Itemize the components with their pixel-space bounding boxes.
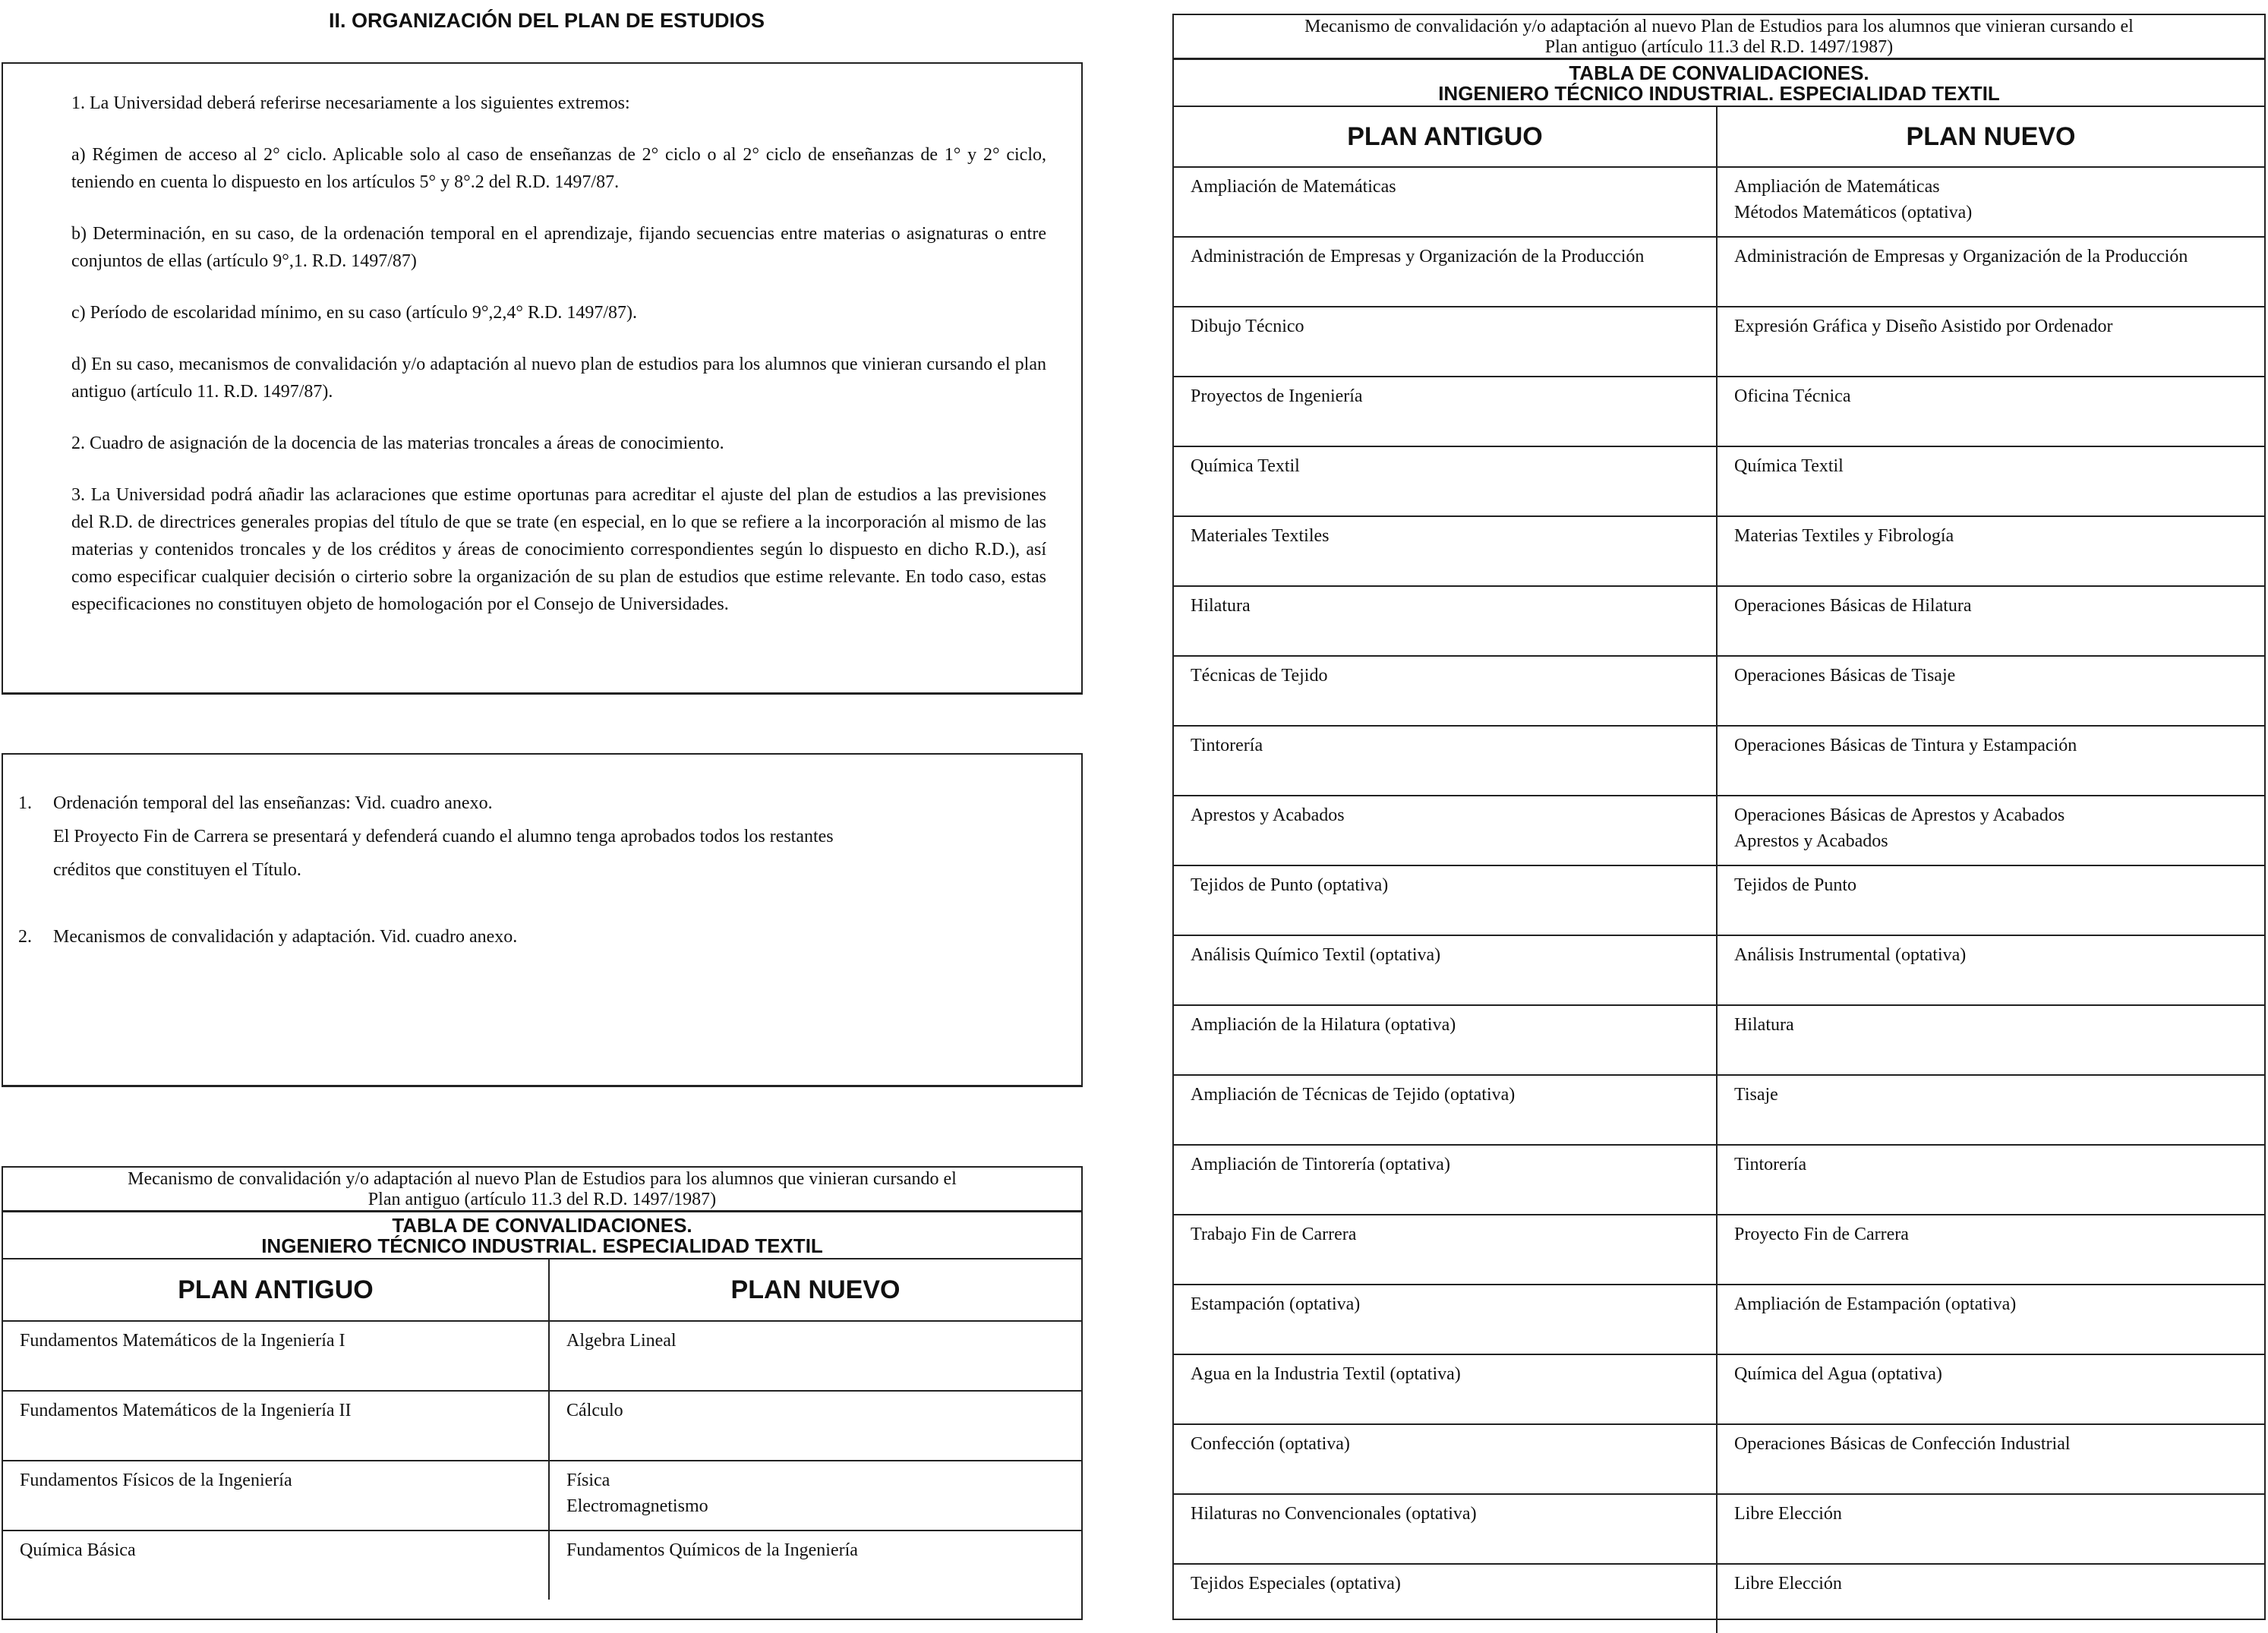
table-row [1174, 1355, 2264, 1425]
cell-old: Química Básica [3, 1531, 550, 1600]
item-text: créditos que constituyen el Título. [53, 860, 301, 880]
cell-new: Ampliación de Matemáticas Métodos Matemáticos (optativa) [1734, 177, 1973, 222]
cell-new: Ampliación de Estampación (optativa) [1734, 1294, 2017, 1314]
table-title: TABLA DE CONVALIDACIONES. INGENIERO TÉCNICO INDUSTRIAL. ESPECIALIDAD TEXTIL [3, 1212, 1081, 1259]
table-row [1174, 1006, 2264, 1076]
table-row [1174, 936, 2264, 1006]
cell-old: Aprestos y Acabados [1174, 796, 1718, 865]
cell-old: Confección (optativa) [1174, 1425, 1718, 1493]
requirements-paragraph: a) Régimen de acceso al 2° ciclo. Aplicable solo al caso de enseñanzas de 2° ciclo o al 2° ciclo de enseñanzas de 1° y 2° ciclo, teniendo en cuenta lo dispuesto en los artículos 5° y 8°.2 del R.D. 1497/87. [71, 145, 1046, 192]
cell-old: Análisis Químico Textil (optativa) [1174, 936, 1718, 1004]
table-title: TABLA DE CONVALIDACIONES. INGENIERO TÉCNICO INDUSTRIAL. ESPECIALIDAD TEXTIL [1174, 60, 2264, 107]
cell-new: Tisaje [1734, 1085, 1778, 1105]
cell-old: Agua en la Industria Textil (optativa) [1174, 1355, 1718, 1423]
table-row [1174, 866, 2264, 936]
column-header-new: PLAN NUEVO [730, 1275, 901, 1304]
cell-new: Química del Agua (optativa) [1734, 1364, 1942, 1384]
cell-old: Hilaturas no Convencionales (optativa) [1174, 1495, 1718, 1563]
requirements-paragraph: b) Determinación, en su caso, de la ordenación temporal en el aprendizaje, fijando secuencias entre materias o asignaturas o entre conjuntos de ellas (artículo 9°,1. R.D. 1497/87) [71, 224, 1046, 271]
cell-new: Libre Elección [1734, 1574, 1842, 1594]
cell-old: Química Textil [1174, 447, 1718, 515]
cell-new: Operaciones Básicas de Hilatura [1734, 596, 1972, 616]
cell-old: Ampliación de Matemáticas [1174, 168, 1718, 236]
table-row [1174, 587, 2264, 657]
cell-old: Ampliación de Técnicas de Tejido (optativa) [1174, 1076, 1718, 1144]
item-text: El Proyecto Fin de Carrera se presentará y defenderá cuando el alumno tenga aprobados todos los restantes [53, 827, 834, 846]
requirements-box [2, 62, 1083, 695]
cell-new: Proyecto Fin de Carrera [1734, 1225, 1909, 1244]
column-header-new: PLAN NUEVO [1906, 122, 2076, 151]
list-item [18, 787, 1058, 887]
table-row [3, 1461, 1081, 1531]
cell-new: Tintorería [1734, 1155, 1807, 1174]
table-row [1174, 517, 2264, 587]
cell-old: Estampación (optativa) [1174, 1285, 1718, 1354]
cell-new: Expresión Gráfica y Diseño Asistido por Ordenador [1734, 317, 2113, 336]
table-header [3, 1259, 1081, 1322]
cell-old: Fundamentos Físicos de la Ingeniería [3, 1461, 550, 1530]
cell-old: Tintorería [1174, 727, 1718, 795]
convalidation-table-1 [2, 1166, 1083, 1620]
requirements-paragraph: 3. La Universidad podrá añadir las aclaraciones que estime oportunas para acreditar el ajuste del plan de estudios a las previsiones del R.D. de directrices generales propias del título de que se trate (en especial, en lo que se refiere a la incorporación al mismo de las materias y contenidos troncales y de los créditos y áreas de conocimiento correspondientes según lo dispuesto en dicho R.D.), así como especificar cualquier decisión o cirterio sobre la organización de su plan de estudios que estime relevante. En todo caso, estas especificaciones no constituyen objeto de homologación por el Consejo de Universidades. [71, 485, 1046, 614]
cell-new: Operaciones Básicas de Tisaje [1734, 666, 1956, 686]
cell-old: Proyectos de Ingeniería [1174, 377, 1718, 446]
table-row [3, 1392, 1081, 1461]
cell-new: Fundamentos Químicos de la Ingeniería [566, 1540, 858, 1560]
requirements-paragraph: 1. La Universidad deberá referirse necesariamente a los siguientes extremos: [71, 93, 630, 113]
organization-box [2, 753, 1083, 1087]
cell-old: Tejidos Especiales (optativa) [1174, 1565, 1718, 1633]
requirements-paragraph: c) Período de escolaridad mínimo, en su caso (artículo 9°,2,4° R.D. 1497/87). [71, 303, 638, 323]
table-row [1174, 1215, 2264, 1285]
table-row [3, 1322, 1081, 1392]
convalidation-table-2 [1172, 14, 2266, 1620]
cell-old: Dibujo Técnico [1174, 307, 1718, 376]
table-row [1174, 377, 2264, 447]
cell-new: Física Electromagnetismo [566, 1471, 708, 1516]
table-caption: Mecanismo de convalidación y/o adaptación al nuevo Plan de Estudios para los alumnos que vinieran cursando el Plan antiguo (artículo 11.3 del R.D. 1497/1987) [3, 1168, 1081, 1212]
cell-old: Fundamentos Matemáticos de la Ingeniería I [3, 1322, 550, 1390]
item-text: Ordenación temporal del las enseñanzas: Vid. cuadro anexo. [53, 793, 493, 813]
cell-old: Técnicas de Tejido [1174, 657, 1718, 725]
table-row [1174, 1146, 2264, 1215]
cell-new: Libre Elección [1734, 1504, 1842, 1524]
cell-new: Algebra Lineal [566, 1331, 677, 1351]
cell-new: Administración de Empresas y Organización de la Producción [1734, 247, 2188, 266]
table-row [1174, 1425, 2264, 1495]
table-row [1174, 657, 2264, 727]
table-row [1174, 1076, 2264, 1146]
column-header-old: PLAN ANTIGUO [1174, 107, 1718, 166]
cell-new: Cálculo [566, 1401, 623, 1420]
list-item [18, 920, 1058, 954]
cell-new: Operaciones Básicas de Tintura y Estampación [1734, 736, 2077, 755]
table-header [1174, 107, 2264, 168]
cell-old: Tejidos de Punto (optativa) [1174, 866, 1718, 935]
item-text: Mecanismos de convalidación y adaptación. Vid. cuadro anexo. [53, 927, 518, 947]
cell-old: Ampliación de Tintorería (optativa) [1174, 1146, 1718, 1214]
cell-old: Fundamentos Matemáticos de la Ingeniería II [3, 1392, 550, 1460]
cell-new: Materias Textiles y Fibrología [1734, 526, 1954, 546]
requirements-paragraph: 2. Cuadro de asignación de la docencia de las materias troncales a áreas de conocimiento. [71, 433, 724, 453]
table-row [1174, 238, 2264, 307]
cell-new: Hilatura [1734, 1015, 1794, 1035]
cell-old: Materiales Textiles [1174, 517, 1718, 585]
requirements-paragraph: d) En su caso, mecanismos de convalidación y/o adaptación al nuevo plan de estudios para los alumnos que vinieran cursando el plan antiguo (artículo 11. R.D. 1497/87). [71, 355, 1046, 402]
table-row [1174, 1285, 2264, 1355]
cell-new: Oficina Técnica [1734, 386, 1851, 406]
table-row [1174, 727, 2264, 796]
cell-new: Operaciones Básicas de Confección Industrial [1734, 1434, 2071, 1454]
table-row [1174, 307, 2264, 377]
item-number: 2. [18, 927, 32, 947]
item-number: 1. [18, 793, 32, 813]
cell-old: Administración de Empresas y Organización de la Producción [1174, 238, 1718, 306]
table-row [1174, 1495, 2264, 1565]
column-header-old: PLAN ANTIGUO [3, 1259, 550, 1320]
table-row [1174, 447, 2264, 517]
cell-new: Operaciones Básicas de Aprestos y Acabados Aprestos y Acabados [1734, 805, 2065, 851]
table-row [1174, 796, 2264, 866]
cell-old: Hilatura [1174, 587, 1718, 655]
table-row [1174, 168, 2264, 238]
section-title: II. ORGANIZACIÓN DEL PLAN DE ESTUDIOS [328, 9, 765, 32]
cell-old: Trabajo Fin de Carrera [1174, 1215, 1718, 1284]
table-caption: Mecanismo de convalidación y/o adaptación al nuevo Plan de Estudios para los alumnos que vinieran cursando el Plan antiguo (artículo 11.3 del R.D. 1497/1987) [1174, 15, 2264, 60]
cell-old: Ampliación de la Hilatura (optativa) [1174, 1006, 1718, 1074]
cell-new: Análisis Instrumental (optativa) [1734, 945, 1967, 965]
cell-new: Química Textil [1734, 456, 1844, 476]
table-row [3, 1531, 1081, 1600]
cell-new: Tejidos de Punto [1734, 875, 1856, 895]
